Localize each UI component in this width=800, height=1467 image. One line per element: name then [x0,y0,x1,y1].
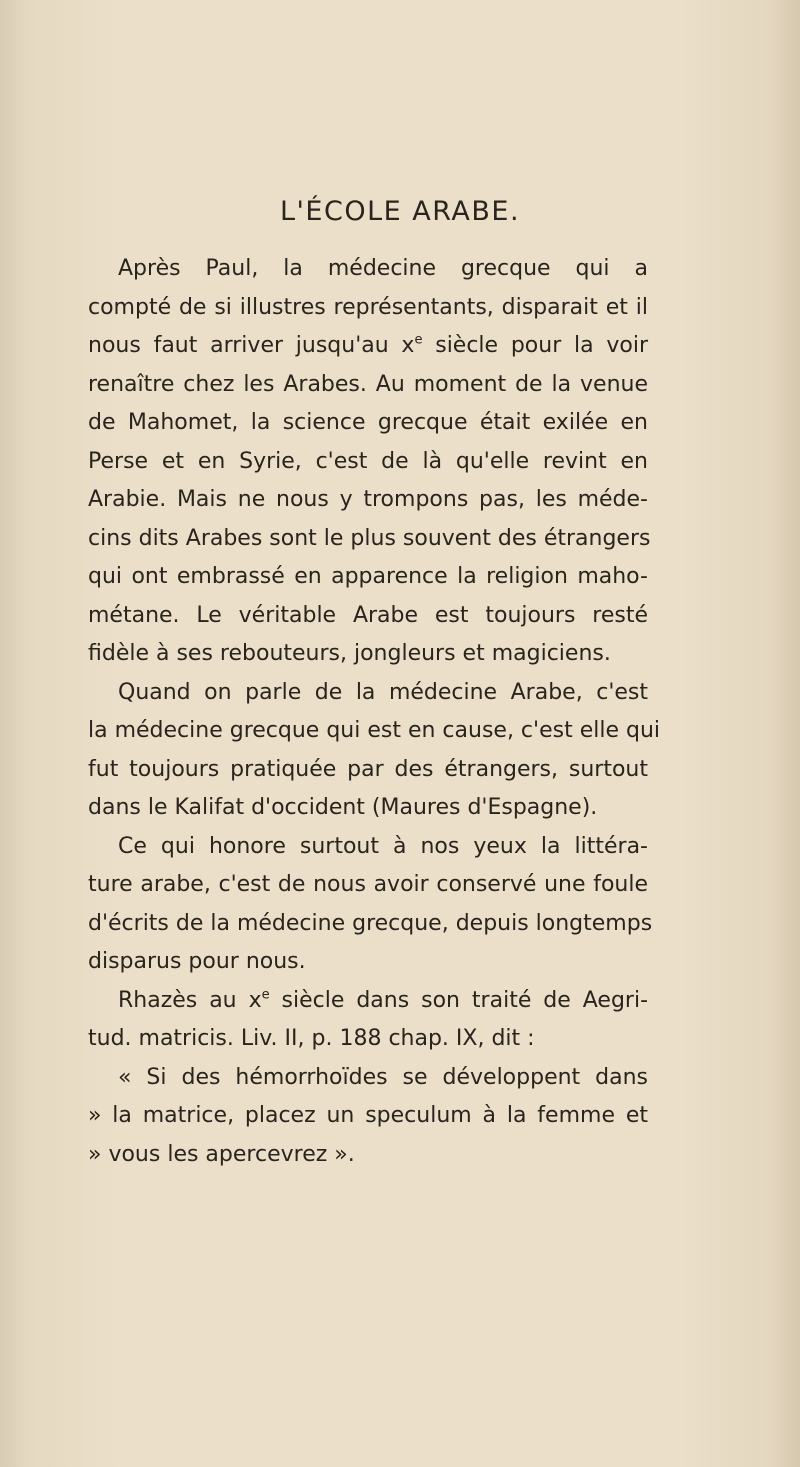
paragraph-1-line-6: Perse et en Syrie, c'est de là qu'elle revint en [88,448,648,474]
paragraph-2-line-4: dans le Kalifat d'occident (Maures d'Espagne). [88,795,598,820]
paragraph-2-line-1: Quand on parle de la médecine Arabe, c'est [118,679,648,705]
paragraph-1-line-2: compté de si illustres représentants, disparait et il [88,294,648,320]
paragraph-1-line-11: fidèle à ses rebouteurs, jongleurs et magiciens. [88,641,611,666]
paragraph-3-line-3: d'écrits de la médecine grecque, depuis longtemps [88,910,653,936]
superscript-e: e [414,332,423,348]
paragraph-1-line-1: Après Paul, la médecine grecque qui a [118,256,648,281]
body-text [88,250,660,1174]
paragraph-1-line-3-start: nous faut arriver jusqu'au x [88,333,415,358]
paragraph-1-line-3 [88,327,648,366]
paragraph-2-line-2: la médecine grecque qui est en cause, c'est elle qui [88,718,660,743]
paragraph-1-line-7: Arabie. Mais ne nous y trompons pas, les méde- [88,487,648,512]
paragraph-1-line-3-end: siècle pour la voir [422,333,648,358]
quote-line-2: » la matrice, placez un speculum à la femme et [88,1103,648,1128]
quote-line-1: « Si des hémorrhoïdes se développent dans [118,1064,648,1090]
paragraph-4-line-1 [88,982,648,1021]
paragraph-3-line-1: Ce qui honore surtout à nos yeux la littéra- [118,833,648,859]
paragraph-1-line-8: cins dits Arabes sont le plus souvent des étrangers [88,525,651,551]
paragraph-1-line-10: métane. Le véritable Arabe est toujours resté [88,602,648,628]
paragraph-4-line-1-start: Rhazès au x [118,987,262,1013]
paragraph-3-line-2: ture arabe, c'est de nous avoir conservé une foule [88,872,648,897]
paragraph-1-line-9: qui ont embrassé en apparence la religion maho- [88,564,648,589]
chapter-heading: L'ÉCOLE ARABE. [279,196,521,227]
paragraph-4-line-2: tud. matricis. Liv. II, p. 188 chap. IX, dit : [88,1026,535,1051]
superscript-e: e [261,987,270,1003]
paragraph-1-line-4: renaître chez les Arabes. Au moment de la venue [88,371,648,397]
paragraph-3-line-4: disparus pour nous. [88,949,306,974]
paragraph-4-line-1-end: siècle dans son traité de Aegri- [269,987,649,1013]
quote-line-3: » vous les apercevrez ». [88,1141,355,1167]
paragraph-2-line-3: fut toujours pratiquée par des étrangers, surtout [88,756,648,782]
paragraph-1-line-5: de Mahomet, la science grecque était exilée en [88,410,648,435]
